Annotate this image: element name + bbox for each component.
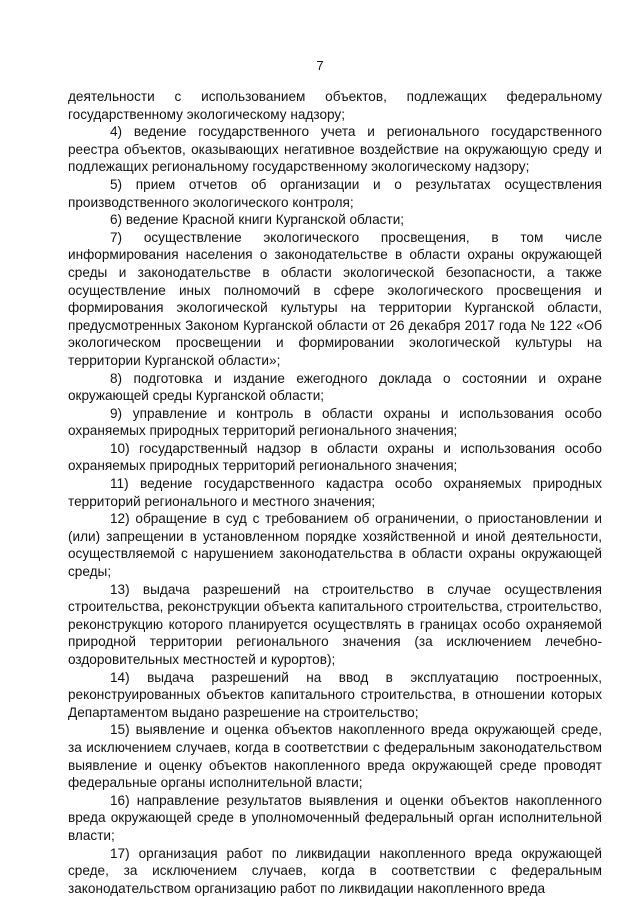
paragraph-item-14: 14) выдача разрешений на ввод в эксплуатацию построенных, реконструированных объектов капитального строительства, в отношении которых Департаментом выдано разрешение на строительство; bbox=[68, 669, 602, 720]
paragraph-continuation: деятельности с использованием объектов, подлежащих федеральному государственному экологическому надзору; bbox=[68, 89, 602, 122]
paragraph-item-12: 12) обращение в суд с требованием об ограничении, о приостановлении и (или) запрещении в установленном порядке хозяйственной и иной деятельности, осуществляемой с нарушением законодательства в области охраны окружающей среды; bbox=[68, 511, 602, 580]
paragraph-item-8: 8) подготовка и издание ежегодного доклада о состоянии и охране окружающей среды Курганской области; bbox=[68, 370, 602, 404]
paragraph-item-9: 9) управление и контроль в области охраны и использования особо охраняемых природных территорий регионального значения; bbox=[68, 405, 602, 439]
paragraph-item-11: 11) ведение государственного кадастра особо охраняемых природных территорий регионального и местного значения; bbox=[68, 476, 602, 509]
page-number: 7 bbox=[316, 58, 324, 73]
document-body bbox=[68, 88, 602, 897]
paragraph-item-5: 5) прием отчетов об организации и о результатах осуществления производственного экологического контроля; bbox=[68, 176, 602, 210]
paragraph-item-17: 17) организация работ по ликвидации накопленного вреда окружающей среде, за исключением случаев, когда в соответствии с федеральным законодательством организацию работ по ликвидации накопленного вреда bbox=[68, 845, 602, 896]
paragraph-item-16: 16) направление результатов выявления и оценки объектов накопленного вреда окружающей среде в уполномоченный федеральный орган исполнительной власти; bbox=[68, 792, 602, 843]
paragraph-item-6: 6) ведение Красной книги Курганской области; bbox=[110, 212, 405, 228]
paragraph-item-13: 13) выдача разрешений на строительство в случае осуществления строительства, реконструкции объекта капитального строительства, строительство, реконструкцию которого планируется осуществлять в границах особо охраняемой природной территории регионального значения (за исключением лечебно-оздоровительных местностей и курортов); bbox=[68, 581, 602, 667]
paragraph-item-7: 7) осуществление экологического просвещения, в том числе информирования населения о законодательстве в области охраны окружающей среды и законодательстве в области экологической безопасности, а также осуществление иных полномочий в сфере экологического просвещения и формирования экологической культуры на территории Курганской области, предусмотренных Законом Курганской области от 26 декабря 2017 года № 122 «Об экологическом просвещении и формировании экологической культуры на территории Курганской области»; bbox=[68, 229, 602, 368]
paragraph-item-15: 15) выявление и оценка объектов накопленного вреда окружающей среде, за исключением случаев, когда в соответствии с федеральным законодательством выявление и оценку объектов накопленного вреда окружающей среде проводят федеральные органы исполнительной власти; bbox=[68, 722, 602, 791]
paragraph-item-4: 4) ведение государственного учета и регионального государственного реестра объектов, оказывающих негативное воздействие на окружающую среду и подлежащих региональному государственному экологическому надзору; bbox=[68, 124, 602, 175]
paragraph-item-10: 10) государственный надзор в области охраны и использования особо охраняемых природных территорий регионального значения; bbox=[68, 440, 602, 474]
